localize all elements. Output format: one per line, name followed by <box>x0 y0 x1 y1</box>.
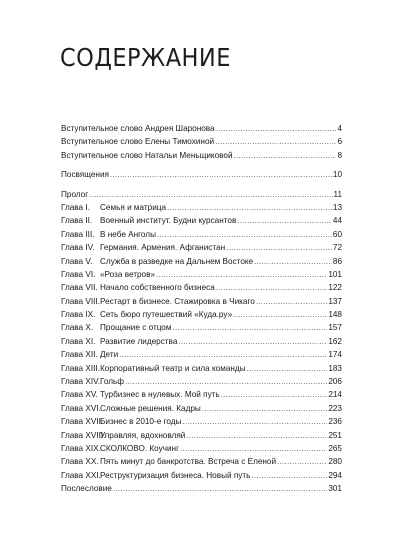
dot-leader <box>226 241 332 254</box>
toc-entry <box>61 455 342 468</box>
page-title: СОДЕРЖАНИЕ <box>60 43 231 72</box>
entry-title: В небе Анголы <box>100 229 156 239</box>
chapter-number: Глава V. <box>61 256 93 266</box>
dot-leader <box>180 442 327 455</box>
chapter-number: Глава XVI. <box>61 403 101 413</box>
chapter-number: Глава IX. <box>61 310 96 320</box>
toc-entry <box>61 348 342 361</box>
entry-title: Германия. Армения. Афганистан <box>100 243 226 253</box>
page-number: 8 <box>337 150 342 160</box>
entry-title: Сеть бюро путешествий «Куда.ру» <box>100 310 233 320</box>
entry-title: Прощание с отцом <box>100 323 172 333</box>
toc-entry <box>61 482 342 495</box>
toc-entry <box>61 255 342 268</box>
toc-entry <box>61 362 342 375</box>
entry-title: Реструктуризация бизнеса. Новый путь <box>100 470 251 480</box>
toc-entry <box>61 188 342 201</box>
toc-entry <box>61 321 342 334</box>
table-of-contents <box>61 122 342 496</box>
page-number: 206 <box>328 377 342 387</box>
chapter-number: Глава XV. <box>61 390 98 400</box>
page-number: 174 <box>328 350 342 360</box>
page-number: 148 <box>328 310 342 320</box>
dot-leader <box>277 455 327 468</box>
chapter-number: Глава XX. <box>61 457 99 467</box>
page-number: 13 <box>332 202 342 212</box>
dot-leader <box>202 402 328 415</box>
entry-title: Послесловие <box>61 484 112 494</box>
toc-entry <box>61 295 342 308</box>
page-number: 60 <box>332 229 342 239</box>
toc-entry <box>61 135 342 148</box>
toc-entry <box>61 469 342 482</box>
entry-title: «Роза ветров» <box>100 269 155 279</box>
page-number: 236 <box>328 417 342 427</box>
entry-title: Посвящения <box>61 170 109 180</box>
chapter-number: Глава VII. <box>61 283 98 293</box>
dot-leader <box>110 168 332 181</box>
toc-entry <box>61 375 342 388</box>
chapter-number: Глава X. <box>61 323 94 333</box>
dot-leader <box>256 295 328 308</box>
entry-title: Вступительное слово Натальи Меньщиковой <box>61 150 233 160</box>
chapter-number: Глава III. <box>61 229 95 239</box>
chapter-number: Глава XVIII. <box>61 430 106 440</box>
toc-entry <box>61 281 342 294</box>
page-number: 72 <box>332 243 342 253</box>
toc-entry <box>61 429 342 442</box>
dot-leader <box>119 348 327 361</box>
chapter-number: Глава XIII. <box>61 363 100 373</box>
dot-leader <box>233 308 327 321</box>
entry-title: Развитие лидерства <box>100 336 178 346</box>
page-number: 6 <box>337 137 342 147</box>
dot-leader <box>113 482 327 495</box>
page-number: 162 <box>328 336 342 346</box>
page-number: 122 <box>328 283 342 293</box>
chapter-number: Глава XI. <box>61 336 96 346</box>
toc-entry <box>61 241 342 254</box>
page-number: 4 <box>337 124 342 133</box>
dot-leader <box>172 321 327 334</box>
entry-title: Вступительное слово Андрея Шаронова <box>61 124 215 133</box>
toc-entry <box>61 415 342 428</box>
dot-leader <box>157 228 332 241</box>
dot-leader <box>167 201 332 214</box>
toc-entry <box>61 268 342 281</box>
page-number: 183 <box>328 363 342 373</box>
dot-leader <box>125 375 327 388</box>
chapter-number: Глава IV. <box>61 243 95 253</box>
entry-title: СКОЛКОВО. Коучинг <box>100 443 180 453</box>
entry-title: Корпоративный театр и сила команды <box>100 363 246 373</box>
dot-leader <box>237 214 332 227</box>
chapter-number: Глава XXI. <box>61 470 101 480</box>
page-number: 214 <box>328 390 342 400</box>
toc-entry <box>61 442 342 455</box>
entry-title: Управляя, вдохновляй <box>100 430 186 440</box>
toc-entry <box>61 122 342 135</box>
entry-title: Турбизнес в нулевых. Мой путь <box>100 390 220 400</box>
toc-entry <box>61 214 342 227</box>
dot-leader <box>186 429 327 442</box>
chapter-number: Глава I. <box>61 202 90 212</box>
page-number: 10 <box>332 170 342 180</box>
toc-entry <box>61 402 342 415</box>
entry-title: Вступительное слово Елены Тимохиной <box>61 137 215 147</box>
toc-entry <box>61 168 342 181</box>
page-number: 44 <box>332 216 342 226</box>
dot-leader <box>182 415 327 428</box>
chapter-number: Глава XII. <box>61 350 98 360</box>
page-number: 11 <box>333 189 342 199</box>
dot-leader <box>178 335 327 348</box>
dot-leader <box>247 362 328 375</box>
toc-entry <box>61 201 342 214</box>
page-number: 294 <box>328 470 342 480</box>
entry-title: Дети <box>100 350 119 360</box>
page-number: 86 <box>332 256 342 266</box>
dot-leader <box>221 388 328 401</box>
page-number: 223 <box>328 403 342 413</box>
chapter-number: Глава XVII. <box>61 417 104 427</box>
toc-entry <box>61 308 342 321</box>
toc-entry <box>61 388 342 401</box>
page-number: 265 <box>328 443 342 453</box>
dot-leader <box>156 268 327 281</box>
dot-leader <box>254 255 332 268</box>
chapter-number: Глава XIV. <box>61 377 101 387</box>
toc-entry <box>61 335 342 348</box>
toc-entry <box>61 228 342 241</box>
page-number: 280 <box>328 457 342 467</box>
page-number: 137 <box>328 296 342 306</box>
dot-leader <box>234 149 337 162</box>
dot-leader <box>216 122 337 135</box>
entry-title: Семья и матрица <box>100 202 167 212</box>
dot-leader <box>215 135 336 148</box>
entry-title: Служба в разведке на Дальнем Востоке <box>100 256 254 266</box>
entry-title: Гольф <box>100 377 125 387</box>
chapter-number: Глава VI. <box>61 269 96 279</box>
page-number: 251 <box>328 430 342 440</box>
toc-entry <box>61 149 342 162</box>
entry-title: Военный институт. Будни курсантов <box>100 216 237 226</box>
dot-leader <box>216 281 328 294</box>
entry-title: Рестарт в бизнесе. Стажировка в Чикаго <box>100 296 255 306</box>
page-number: 301 <box>328 484 342 494</box>
page-number: 157 <box>328 323 342 333</box>
chapter-number: Глава VIII. <box>61 296 100 306</box>
page-number: 101 <box>328 269 342 279</box>
entry-title: Бизнес в 2010-е годы <box>100 417 182 427</box>
chapter-number: Глава XIX. <box>61 443 101 453</box>
entry-title: Пролог <box>61 189 89 199</box>
chapter-number: Глава II. <box>61 216 93 226</box>
entry-title: Начало собственного бизнеса <box>100 283 215 293</box>
dot-leader <box>89 188 332 201</box>
dot-leader <box>251 469 327 482</box>
entry-title: Сложные решения. Кадры <box>100 403 201 413</box>
entry-title: Пять минут до банкротства. Встреча с Еленой <box>100 457 277 467</box>
